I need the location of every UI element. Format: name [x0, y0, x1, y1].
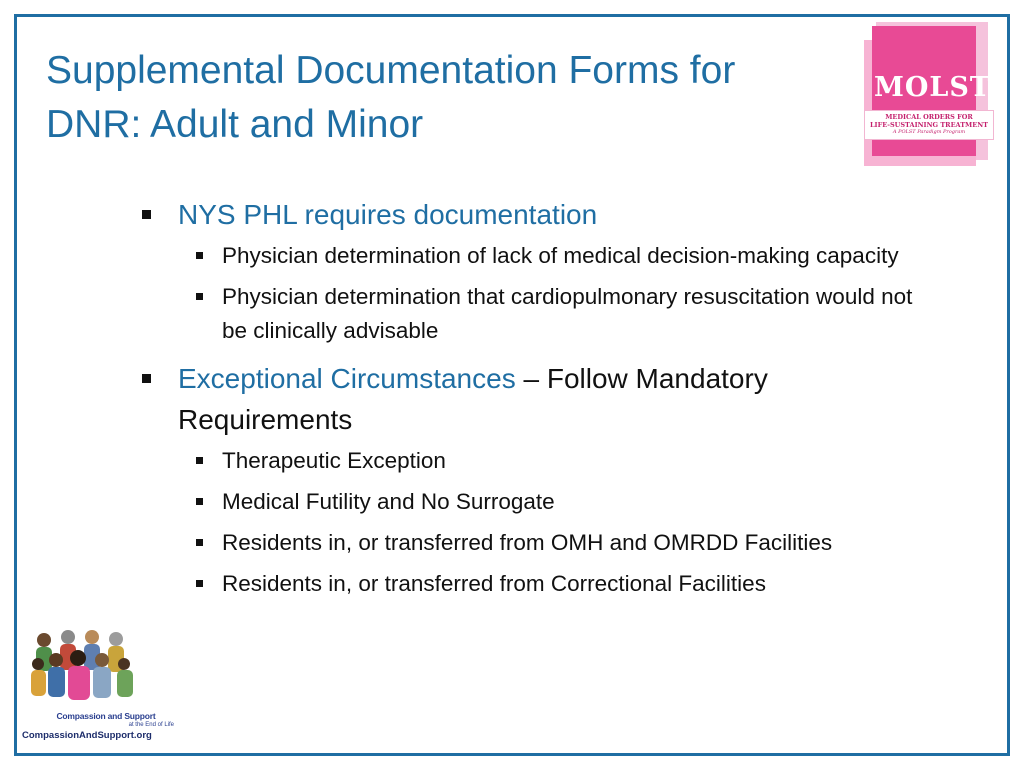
cas-logo-name: Compassion and Support — [56, 711, 156, 721]
square-bullet-icon — [196, 580, 203, 587]
sub-bullet-text: Medical Futility and No Surrogate — [222, 489, 555, 514]
sub-bullet-text: Physician determination of lack of medical decision-making capacity — [222, 243, 899, 268]
bullet-list — [140, 194, 940, 611]
molst-logo-mark: MOLST — [874, 72, 991, 103]
sub-bullet-item — [140, 280, 940, 348]
sub-bullet-item — [140, 485, 940, 519]
sub-bullet-list — [140, 444, 940, 601]
sub-bullet-text: Residents in, or transferred from Correctional Facilities — [222, 571, 766, 596]
cas-logo-tagline: at the End of Life — [128, 722, 174, 728]
bullet-text-highlight: Exceptional Circumstances — [178, 363, 516, 394]
bullet-text: NYS PHL requires documentation — [178, 199, 598, 230]
people-group-icon — [30, 630, 140, 710]
cas-logo-url: CompassionAndSupport.org — [22, 730, 152, 741]
title-line-2: DNR: Adult and Minor — [46, 103, 424, 146]
slide-title — [46, 44, 866, 152]
sub-bullet-item — [140, 239, 940, 273]
title-line-1: Supplemental Documentation Forms for — [46, 49, 736, 92]
sub-bullet-list — [140, 239, 940, 348]
square-bullet-icon — [196, 498, 203, 505]
sub-bullet-text: Residents in, or transferred from OMH and OMRDD Facilities — [222, 530, 833, 555]
bullet-item — [140, 358, 940, 440]
compassion-support-logo — [22, 630, 182, 745]
square-bullet-icon — [196, 293, 203, 300]
bullet-text: – Follow Mandatory Requirements — [178, 363, 768, 435]
sub-bullet-text: Physician determination that cardiopulmonary resuscitation would not be clinically advisable — [222, 284, 913, 343]
square-bullet-icon — [196, 539, 203, 546]
square-bullet-icon — [142, 374, 151, 383]
molst-logo-band — [864, 110, 994, 140]
molst-logo — [864, 22, 994, 164]
molst-logo-line3: A POLST Paradigm Program — [892, 129, 966, 135]
molst-logo-line2: LIFE-SUSTAINING TREATMENT — [869, 121, 988, 129]
sub-bullet-item — [140, 526, 940, 560]
molst-logo-line1: MEDICAL ORDERS FOR — [885, 113, 973, 121]
sub-bullet-item — [140, 444, 940, 478]
bullet-item — [140, 194, 940, 235]
sub-bullet-item — [140, 567, 940, 601]
sub-bullet-text: Therapeutic Exception — [222, 448, 446, 473]
square-bullet-icon — [142, 210, 151, 219]
square-bullet-icon — [196, 457, 203, 464]
square-bullet-icon — [196, 252, 203, 259]
